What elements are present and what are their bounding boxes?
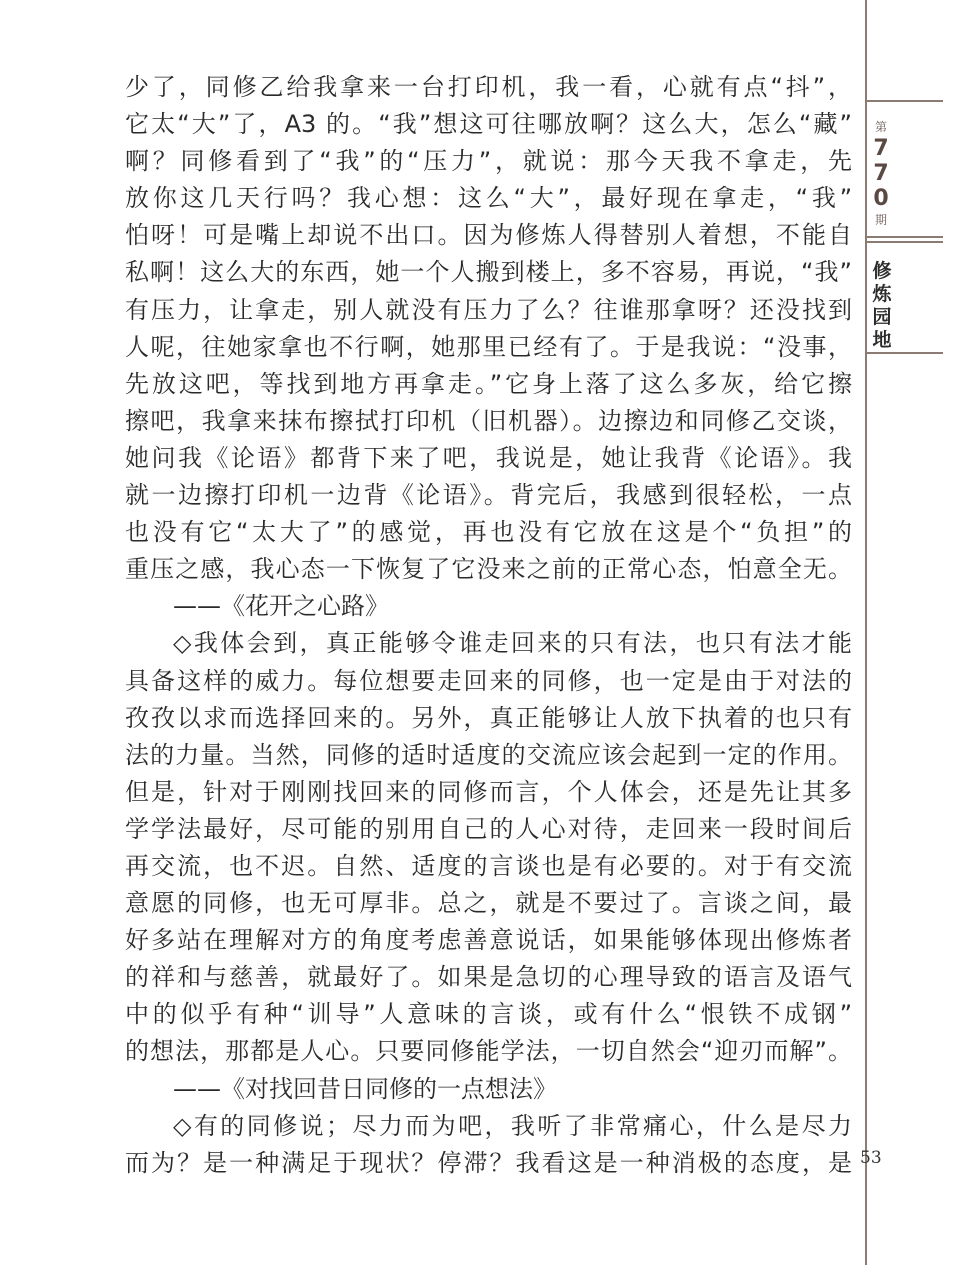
text-line: 就一边擦打印机一边背《论语》。背完后，我感到很轻松，一点 (125, 481, 852, 510)
body-text (125, 69, 852, 1182)
issue-number: 770 (868, 136, 894, 211)
section-title (870, 260, 894, 352)
section-char: 地 (872, 329, 892, 351)
text-line: 也没有它“太大了”的感觉，再也没有它放在这是个“负担”的 (125, 518, 852, 547)
text-line: 而为？是一种满足于现状？停滞？我看这是一种消极的态度，是 (125, 1148, 852, 1177)
text-line: 私啊！这么大的东西，她一个人搬到楼上，多不容易，再说，“我” (125, 258, 852, 287)
text-line: 的想法，那都是人心。只要同修能学法，一切自然会“迎刃而解”。 (125, 1037, 852, 1066)
text-line: 它太“大”了，A3 的。“我”想这可往哪放啊？这么大，怎么“藏” (125, 110, 852, 139)
text-line: 好多站在理解对方的角度考虑善意说话，如果能够体现出修炼者 (125, 926, 852, 955)
margin-rule-upper (865, 236, 943, 238)
issue-suffix: 期 (874, 213, 887, 227)
text-line: 怕呀！可是嘴上却说不出口。因为修炼人得替别人着想，不能自 (125, 221, 852, 250)
text-line: 具备这样的威力。每位想要走回来的同修，也一定是由于对法的 (125, 666, 852, 695)
text-line: 再交流，也不迟。自然、适度的言谈也是有必要的。对于有交流 (125, 851, 852, 880)
margin-section-rule (865, 352, 943, 354)
text-line: 孜孜以求而选择回来的。另外，真正能够让人放下执着的也只有 (125, 703, 852, 732)
text-line: 她问我《论语》都背下来了吧，我说是，她让我背《论语》。我 (125, 443, 852, 472)
text-line: ◇我体会到，真正能够令谁走回来的只有法，也只有法才能 (173, 629, 852, 658)
text-line: 少了，同修乙给我拿来一台打印机，我一看，心就有点“抖”， (125, 73, 852, 101)
text-line: 中的似乎有种“训导”人意味的言谈，或有什么“恨铁不成钢” (125, 1000, 852, 1029)
text-line: ◇有的同修说；尽力而为吧，我听了非常痛心，什么是尽力 (173, 1111, 852, 1140)
margin-vertical-rule (865, 0, 867, 1265)
text-line: 学学法最好，尽可能的别用自己的人心对待，走回来一段时间后 (125, 814, 852, 843)
section-char: 园 (872, 306, 892, 328)
text-line: 有压力，让拿走，别人就没有压力了么？往谁那拿呀？还没找到 (125, 295, 852, 324)
text-line: 放你这几天行吗？我心想：这么“大”，最好现在拿走，“我” (125, 184, 852, 213)
text-line: 但是，针对于刚刚找回来的同修而言，个人体会，还是先让其多 (125, 777, 852, 806)
margin-rule-lower (865, 241, 943, 243)
text-line: 先放这吧，等找到地方再拿走。”它身上落了这么多灰，给它擦 (125, 369, 852, 398)
text-line: 法的力量。当然，同修的适时适度的交流应该会起到一定的作用。 (125, 740, 852, 769)
margin-top-rule (865, 100, 943, 102)
text-line: 擦吧，我拿来抹布擦拭打印机（旧机器）。边擦边和同修乙交谈， (125, 406, 852, 435)
text-line: 的祥和与慈善，就最好了。如果是急切的心理导致的语言及语气 (125, 963, 852, 992)
section-char: 修 (872, 260, 892, 282)
page-number: 53 (860, 1148, 882, 1168)
issue-prefix: 第 (874, 120, 887, 134)
text-line: 啊？同修看到了“我”的“压力”，就说：那今天我不拿走，先 (125, 147, 852, 176)
text-line: 重压之感，我心态一下恢复了它没来之前的正常心态，怕意全无。 (125, 555, 852, 584)
citation-line: ——《花开之心路》 (173, 592, 389, 621)
text-line: 意愿的同修，也无可厚非。总之，就是不要过了。言谈之间，最 (125, 889, 852, 918)
section-char: 炼 (872, 283, 892, 305)
issue-marker (868, 120, 894, 227)
text-line: 人呢，往她家拿也不行啊，她那里已经有了。于是我说：“没事， (125, 332, 852, 361)
citation-line: ——《对找回昔日同修的一点想法》 (173, 1074, 557, 1103)
